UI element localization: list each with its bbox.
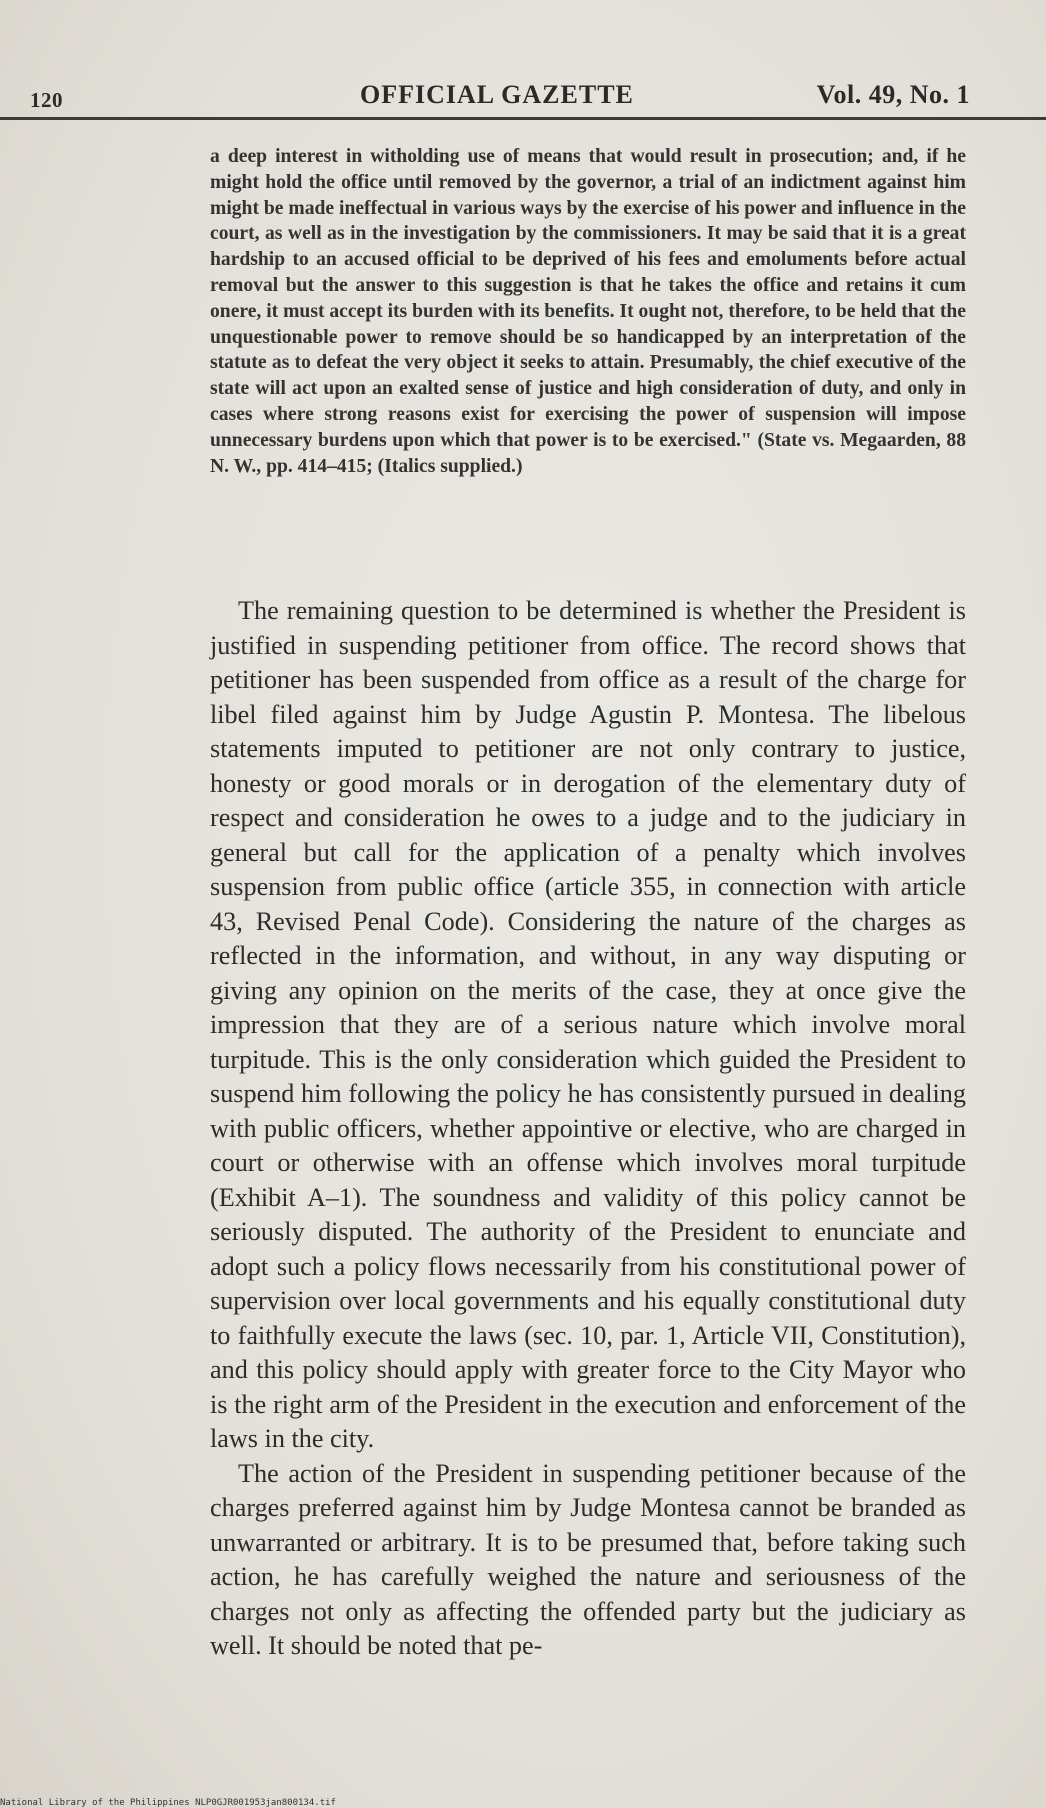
scan-footer: National Library of the Philippines NLP0GJR001953jan800134.tif bbox=[0, 1798, 336, 1808]
header-rule bbox=[0, 117, 1046, 120]
quoted-passage: a deep interest in witholding use of means that would result in prosecution; and, if he might hold the office until removed by the governor, a trial of an indictment against him might be made ineffectual in various ways by the exercise of his power and influence in the court, as well as in the investigation by the commissioners. It may be said that it is a great hardship to an accused official to be deprived of his fees and emoluments before actual removal but the answer to this suggestion is that he takes the office and retains it cum onere, it must accept its burden with its benefits. It ought not, therefore, to be held that the unquestionable power to remove should be so handicapped by an interpretation of the statute as to defeat the very object it seeks to attain. Presumably, the chief executive of the state will act upon an exalted sense of justice and high consideration of duty, and only in cases where strong reasons exist for exercising the power of suspension will impose unnecessary burdens upon which that power is to be exercised." (State vs. Megaarden, 88 N. W., pp. 414–415; (Italics supplied.) bbox=[210, 146, 966, 477]
body-text bbox=[210, 594, 966, 1664]
paragraph-2: The action of the President in suspending petitioner because of the charges preferred against him by Judge Montesa cannot be branded as unwarranted or arbitrary. It is to be presumed that, before taking such action, he has carefully weighed the nature and seriousness of the charges not only as affecting the offended party but the judiciary as well. It should be noted that pe- bbox=[210, 1458, 966, 1660]
publication-title: OFFICIAL GAZETTE bbox=[360, 80, 634, 109]
paragraph-1: The remaining question to be determined is whether the President is justified in suspending petitioner from office. The record shows that petitioner has been suspended from office as a result of the charge for libel filed against him by Judge Agustin P. Montesa. The libelous statements imputed to petitioner are not only contrary to justice, honesty or good morals or in derogation of the elementary duty of respect and consideration he owes to a judge and to the judiciary in general but call for the application of a penalty which involves suspension from public office (article 355, in connection with article 43, Revised Penal Code). Considering the nature of the charges as reflected in the information, and without, in any way disputing or giving any opinion on the merits of the case, they at once give the impression that they are of a serious nature which involve moral turpitude. This is the only consideration which guided the President to suspend him following the policy he has consistently pursued in dealing with public officers, whether appointive or elective, who are charged in court or otherwise with an offense which involves moral turpitude (Exhibit A–1). The soundness and validity of this policy cannot be seriously disputed. The authority of the President to enunciate and adopt such a policy flows necessarily from his constitutional power of supervision over local governments and his equally constitutional duty to faithfully execute the laws (sec. 10, par. 1, Article VII, Constitution), and this policy should apply with greater force to the City Mayor who is the right arm of the President in the execution and enforcement of the laws in the city. bbox=[210, 596, 966, 1453]
page-header bbox=[30, 76, 970, 110]
volume-issue: Vol. 49, No. 1 bbox=[816, 80, 970, 109]
page-number: 120 bbox=[30, 88, 63, 112]
